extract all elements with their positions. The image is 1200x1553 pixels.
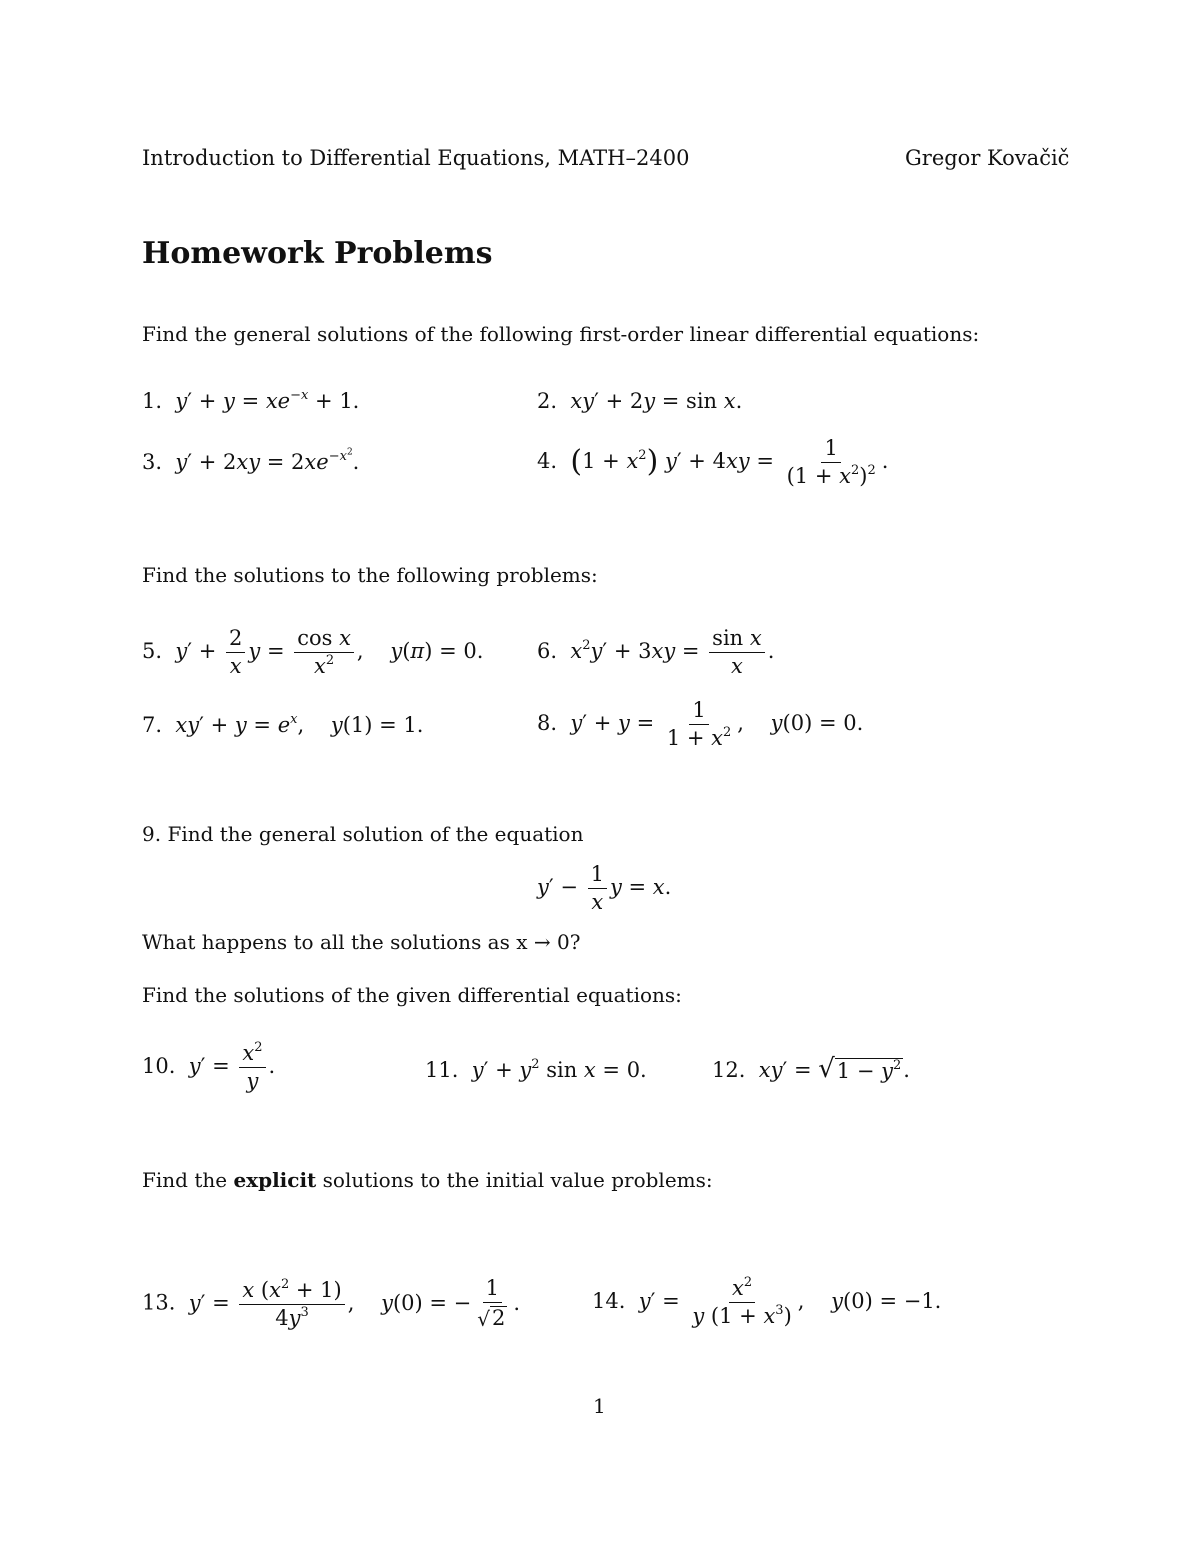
- problem-number: 1.: [142, 389, 163, 413]
- equation: $xy' + y = e^x$, y(1) = 1.: [175, 711, 424, 737]
- problem-11: [425, 1056, 647, 1082]
- course-header: Introduction to Differential Equations, MATH–2400: [142, 146, 690, 170]
- problem-7: [142, 711, 424, 737]
- problem-number: 9.: [142, 822, 162, 846]
- problem-12: [712, 1056, 910, 1082]
- problem-number: 2.: [537, 389, 558, 413]
- page-title: Homework Problems: [142, 236, 493, 271]
- problem-number: 4.: [537, 449, 558, 473]
- instruction-linear: Find the general solutions of the following first-order linear differential equations:: [142, 322, 980, 346]
- problem-number: 13.: [142, 1290, 176, 1315]
- equation: $y' + 2xy = 2xe^{-x^2}$.: [175, 447, 360, 474]
- page-number: 1: [593, 1394, 606, 1418]
- problem-5: [142, 628, 483, 677]
- problem-2: [537, 391, 742, 412]
- problem-9-text: Find the general solution of the equation: [167, 822, 584, 846]
- problem-14: [592, 1274, 942, 1328]
- problem-number: 12.: [712, 1058, 746, 1082]
- equation: xy′ = √ $1 - y^2$ .: [758, 1054, 910, 1084]
- problem-10: [142, 1039, 276, 1093]
- equation: $x^2y' + 3xy$ = $\frac{\text{sin x}}{x}$ .: [570, 626, 775, 678]
- equation: y′ + $\frac{2}{x}$ y = $\frac{\text{cos x}}{x^2}$ , y(π) = 0.: [175, 626, 484, 678]
- problem-4: [537, 438, 888, 487]
- equation: xy′ + 2y = sin x.: [570, 389, 743, 413]
- problem-6: [537, 628, 774, 677]
- instruction-separable: Find the solutions of the given differential equations:: [142, 983, 682, 1007]
- author-name: Gregor Kovačič: [905, 146, 1070, 170]
- problem-number: 3.: [142, 450, 163, 474]
- instruction-explicit: Find the explicit solutions to the initial value problems:: [142, 1168, 713, 1192]
- problem-number: 11.: [425, 1058, 459, 1082]
- emphasis-explicit: explicit: [233, 1168, 317, 1192]
- equation: y′ = $\frac{x^2}{y (1 + x^3)}$ , y(0) = −1.: [638, 1274, 942, 1328]
- equation: $(1 + x^2)$ y′ + 4xy = $\frac{1}{(1 + x^2)^2}$ .: [570, 436, 889, 488]
- problem-number: 5.: [142, 639, 163, 663]
- problem-number: 6.: [537, 639, 558, 663]
- equation: $y' + y = xe^{-x} + 1$.: [175, 387, 360, 413]
- equation: y′ + y = $\frac{1}{1 + x^2}$ , y(0) = 0.: [570, 698, 864, 750]
- problem-number: 10.: [142, 1054, 176, 1078]
- problem-9-equation: y′ − $\frac{1}{x}$ y = x.: [537, 862, 672, 914]
- equation: $y' + y^2$ sin x = 0.: [471, 1056, 647, 1082]
- problem-9: [142, 822, 583, 846]
- equation: y′ = $\frac{x^2}{y}$ .: [188, 1039, 276, 1093]
- equation: y′ = $\frac{x (x^2 + 1)}{4y^3}$ , y(0) = − 1 √ 2 .: [188, 1276, 521, 1331]
- instruction-problems: Find the solutions to the following problems:: [142, 563, 598, 587]
- problem-9-question: What happens to all the solutions as x → 0?: [142, 930, 581, 954]
- problem-8: [537, 700, 863, 749]
- problem-1: [142, 387, 360, 413]
- problem-number: 8.: [537, 711, 558, 735]
- problem-3: [142, 447, 360, 474]
- problem-number: 7.: [142, 713, 163, 737]
- problem-number: 14.: [592, 1289, 626, 1313]
- problem-13: [142, 1278, 520, 1330]
